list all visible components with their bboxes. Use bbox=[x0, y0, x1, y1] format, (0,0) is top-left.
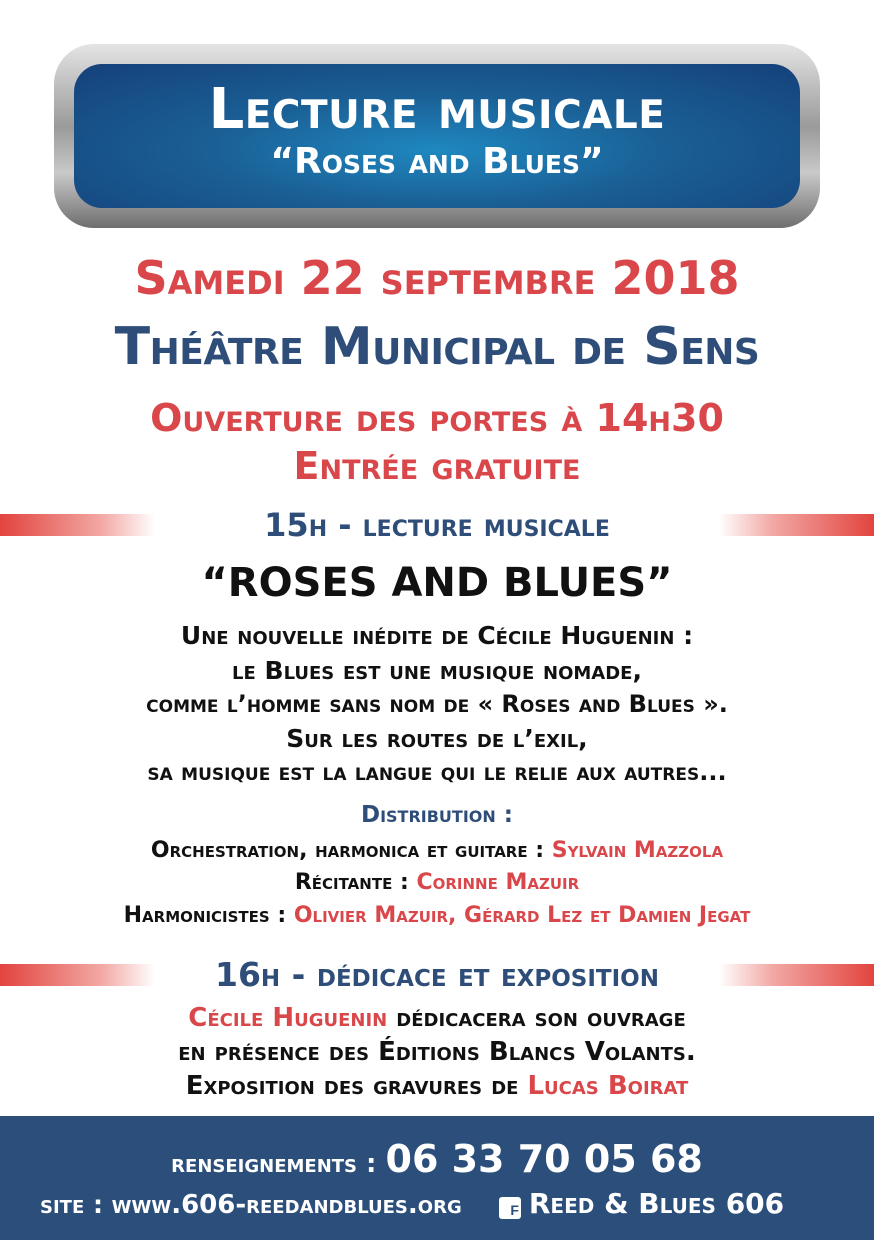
event-venue: Théâtre Municipal de Sens bbox=[114, 317, 760, 377]
title-banner-inner bbox=[74, 64, 800, 208]
reading-heading: 15h - lecture musicale bbox=[264, 506, 610, 544]
facebook-icon: f bbox=[499, 1197, 521, 1219]
reading-description-line: Sur les routes de l’exil, bbox=[286, 724, 588, 753]
distribution-names: Sylvain Mazzola bbox=[551, 838, 724, 863]
exhibition-text: Exposition des gravures de bbox=[185, 1071, 528, 1101]
poster-title: Lecture musicale bbox=[208, 77, 666, 142]
artist-name: Lucas Boirat bbox=[527, 1071, 689, 1101]
distribution-item bbox=[0, 835, 874, 867]
footer bbox=[0, 1116, 874, 1240]
web-line bbox=[40, 1184, 840, 1228]
signing-line bbox=[0, 1000, 874, 1036]
reading-description-line: comme l’homme sans nom de « Roses and Blues ». bbox=[146, 690, 728, 718]
poster-subtitle: “Roses and Blues” bbox=[270, 141, 604, 182]
signing-line bbox=[0, 1068, 874, 1104]
facebook-page[interactable]: Reed & Blues 606 bbox=[528, 1187, 785, 1220]
title-banner bbox=[54, 44, 820, 228]
distribution-role: Orchestration, harmonica et guitare : bbox=[150, 838, 552, 863]
contact-phone[interactable]: 06 33 70 05 68 bbox=[385, 1137, 703, 1181]
doors-opening: Ouverture des portes à 14h30 bbox=[150, 396, 724, 440]
distribution-role: Récitante : bbox=[294, 870, 417, 895]
author-name: Cécile Huguenin bbox=[188, 1003, 388, 1033]
reading-description-line: le Blues est une musique nomade, bbox=[232, 656, 642, 685]
distribution-item bbox=[0, 867, 874, 899]
site-link[interactable]: www.606-reedandblues.org bbox=[111, 1190, 462, 1220]
contact-label: renseignements : bbox=[171, 1149, 386, 1179]
signing-heading: 16h - dédicace et exposition bbox=[215, 955, 659, 994]
distribution-role: Harmonicistes : bbox=[123, 903, 294, 928]
reading-title: “ROSES AND BLUES” bbox=[201, 560, 673, 606]
distribution-names: Corinne Mazuir bbox=[416, 870, 580, 895]
reading-description-line: sa musique est la langue qui le relie aux autres... bbox=[147, 758, 727, 786]
distribution-names: Olivier Mazuir, Gérard Lez et Damien Jegat bbox=[293, 903, 751, 928]
reading-description-line: Une nouvelle inédite de Cécile Huguenin : bbox=[180, 621, 694, 650]
free-entry: Entrée gratuite bbox=[293, 444, 581, 488]
distribution-item bbox=[0, 900, 874, 932]
signing-text: dédicacera son ouvrage bbox=[387, 1003, 686, 1033]
event-date: Samedi 22 septembre 2018 bbox=[134, 251, 740, 305]
site-label: site : bbox=[40, 1190, 112, 1219]
distribution-heading: Distribution : bbox=[360, 802, 513, 828]
signing-line: en présence des Éditions Blancs Volants. bbox=[178, 1037, 696, 1067]
